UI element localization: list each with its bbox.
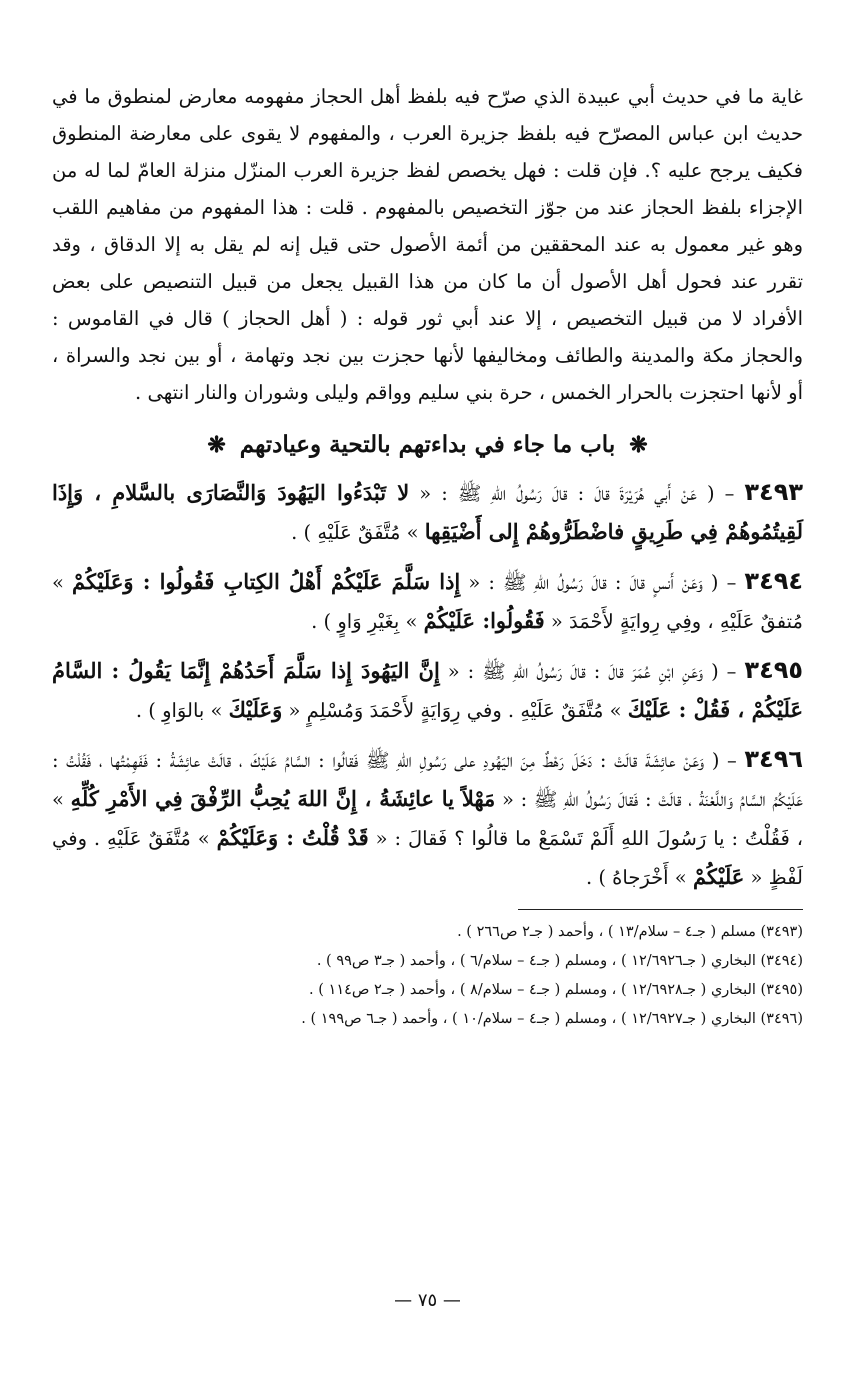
- hadith-number: ٣٤٩٥: [744, 656, 804, 684]
- hadith-text: » بالوَاوِ ) .: [135, 699, 229, 722]
- hadith-3494: [52, 562, 803, 641]
- hadith-quote: فَقُولُوا: عَلَيْكُمْ: [423, 608, 545, 633]
- commentary-line: قبيل التنصيص على بعض الأفراد لا من قبيل التخصيص ، إلا عند أبي ثور قوله : ( أهل: [52, 270, 804, 330]
- footnote: (٣٤٩٦) البخاري ( جـ١٢/٦٩٢٧ ) ، ومسلم ( جـ٤ – سلام/١٠ ) ، وأحمد ( جـ٦ ص١٩٩ ) .: [301, 1011, 803, 1027]
- hadith-text: – ( وَعَنْ أَنسٍ قالَ : قالَ رَسُولُ اللهِ ﷺ : «: [460, 571, 745, 594]
- commentary-line: نجد وتهامة ، أو بين نجد والسراة ، أو لأنها احتجزت بالحرار الخمس ، حرة بني سليم وواقم: [52, 344, 803, 404]
- commentary-line: وليلى وشوران والنار انتهى .: [135, 381, 359, 404]
- footnote: (٣٤٩٣) مسلم ( جـ٤ – سلام/١٣ ) ، وأحمد ( جـ٢ ص٢٦٦ ) .: [457, 924, 803, 940]
- hadith-quote: لا تَبْدَءُوا اليَهُودَ وَالنَّصَارَى بالسَّلامِ ، وَإِذَا لَقِيتُمُوهُمْ فِي طَرِيقٍ فاضْطَرُّوهُمْ إِلى أَضْيَقِها: [52, 480, 803, 544]
- hadith-quote: وَعَلَيْكَ: [228, 697, 283, 722]
- footnote: (٣٤٩٥) البخاري ( جـ١٢/٦٩٢٨ ) ، ومسلم ( جـ٤ – سلام/٨ ) ، وأحمد ( جـ٢ ص١١٤ ) .: [309, 982, 803, 998]
- book-page: [52, 78, 803, 1333]
- commentary-line: من مفاهيم اللقب وهو غير معمول به عند المحققين من أئمة الأصول حتى قيل إنه لم يقل: [52, 196, 803, 256]
- star-ornament-icon: ❋: [207, 432, 226, 458]
- hadith-text: » ، فَقُلْتُ : يا رَسُولَ اللهِ أَلَمْ تَسْمَعْ ما قالُوا ؟ فَقالَ : «: [52, 788, 803, 850]
- hadith-text: » بِغَيْرِ وَاوٍ ) .: [311, 610, 424, 633]
- footnotes-list: [52, 918, 803, 1034]
- hadith-3495: [52, 651, 803, 730]
- hadith-text: » مُتَّفَقٌ عَلَيْهِ . وفي رِوَايَةٍ لأَحْمَدَ وَمُسْلِمٍ «: [282, 699, 628, 722]
- hadith-text: » مُتفقٌ عَلَيْهِ ، وفِي رِوايَةٍ لأَحْمَدَ «: [52, 571, 803, 633]
- commentary-line: ما في حديث ابن عباس المصرّح فيه بلفظ جزيرة العرب ، والمفهوم لا يقوى على معارضة: [52, 85, 804, 145]
- hadith-quote: قَدْ قُلْتُ : وَعَلَيْكُمْ: [216, 825, 369, 850]
- commentary-line: غاية ما في حديث أبي عبيدة الذي صرّح فيه بلفظ أهل الحجاز مفهومه معارض لمنطوق: [107, 85, 803, 108]
- hadith-quote: مَهْلاً يا عائِشَةُ ، إِنَّ اللهَ يُحِبُّ الرِّفْقَ فِي الأَمْرِ كُلِّهِ: [70, 786, 496, 811]
- hadith-quote: إِذا سَلَّمَ عَلَيْكُمْ أَهْلُ الكِتابِ فَقُولُوا : وَعَلَيْكُمْ: [72, 569, 461, 594]
- commentary-paragraph: [52, 78, 803, 411]
- hadith-text: – ( وَعَنِ ابْنِ عُمَرَ قالَ : قالَ رَسُولُ اللهِ ﷺ : «: [439, 660, 745, 683]
- star-ornament-icon: ❋: [629, 432, 648, 458]
- commentary-line: به إلا الدقاق ، وقد تقرر عند فحول أهل الأصول أن ما كان من هذا القبيل يجعل من: [52, 233, 803, 293]
- hadith-number: ٣٤٩٣: [744, 478, 803, 506]
- commentary-line: المنطوق فكيف يرجح عليه ؟. فإن قلت : فهل يخصص لفظ جزيرة العرب المنزّل منزلة: [52, 122, 803, 182]
- commentary-line: العامّ لما له من الإجزاء بلفظ الحجاز عند من جوّز التخصيص بالمفهوم . قلت : هذا المفهوم: [52, 159, 803, 219]
- hadith-number: ٣٤٩٦: [744, 745, 803, 773]
- page-number: — ٧٥ —: [394, 1290, 461, 1311]
- hadith-quote: عَلَيْكُمْ: [692, 864, 745, 889]
- hadith-3493: [52, 473, 803, 552]
- footnote-divider: [518, 909, 803, 910]
- commentary-line: الحجاز ) قال في القاموس : والحجاز مكة والمدينة والطائف ومخاليفها لأنها حجزت بين: [52, 307, 803, 367]
- hadith-text: – ( عَنْ أَبي هُرَيْرَةَ قالَ : قالَ رَسُولُ اللهِ ﷺ : «: [409, 482, 745, 505]
- footnote: (٣٤٩٤) البخاري ( جـ١٢/٦٩٢٦ ) ، ومسلم ( جـ٤ – سلام/٦ ) ، وأحمد ( جـ٣ ص٩٩ ) .: [316, 953, 803, 969]
- hadith-text: – ( وَعَنْ عائِشَةَ قالَتْ : دَخَلَ رَهْطٌ مِنَ اليَهُودِ على رَسُولِ اللهِ ﷺ فَقالُوا : السَّامُ عَلَيْكَ ، قالَتْ عائِشَةُ : فَفَهِمْتُها ، فَقُلْتُ : عَلَيْكُمُ السَّامُ وَاللَّعْنَةُ ، قالَتْ : فَقالَ رَسُولُ اللهِ ﷺ : «: [52, 749, 803, 811]
- hadith-text: » أَخْرَجاهُ ) .: [585, 866, 693, 889]
- hadith-text: » مُتَّفَقٌ عَلَيْهِ ) .: [291, 521, 425, 544]
- chapter-title-text: باب ما جاء في بداءتهم بالتحية وعيادتهم: [239, 431, 616, 458]
- hadith-3496: [52, 740, 803, 897]
- chapter-title: [52, 427, 803, 463]
- hadith-number: ٣٤٩٤: [744, 567, 804, 595]
- hadith-quote: إِنَّ اليَهُودَ إِذا سَلَّمَ أَحَدُهُمْ إِنَّمَا يَقُولُ : السَّامُ عَلَيْكُمْ ، فَقُلْ : عَلَيْكَ: [52, 658, 803, 722]
- hadith-text: » مُتَّفَقٌ عَلَيْهِ . وفي لَفْظٍ «: [52, 827, 803, 889]
